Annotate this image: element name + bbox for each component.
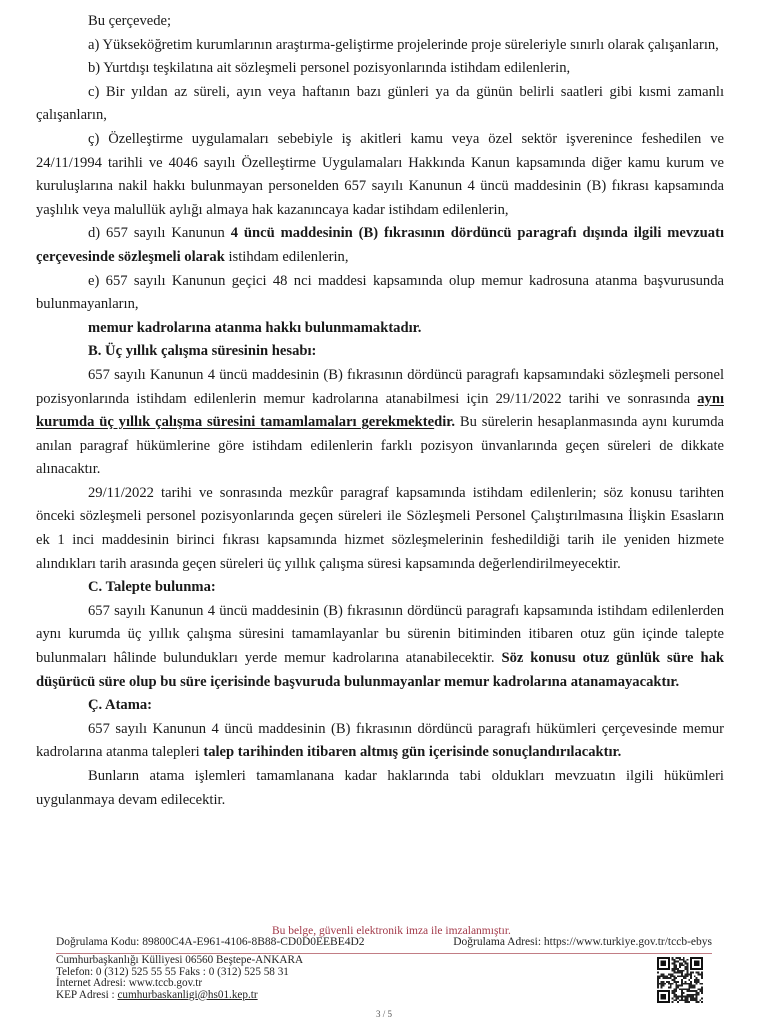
text-run: b) Yurtdışı teşkilatına ait sözleşmeli personel pozisyonlarında istihdam edilenlerin, <box>88 60 571 77</box>
text-run: a) Yükseköğretim kurumlarının araştırma-geliştirme projelerinde proje süreleriyle sınırlı olarak çalışanların, <box>88 36 719 53</box>
text-run: 657 sayılı Kanunun 4 üncü maddesinin (B) fıkrasının dördüncü paragrafı kapsamında istihdam edilenlerden aynı kurumda üç yıllık çalışma süresini tamamlayanlar bu sürenin bitiminden itibaren otuz gün içinde talepte bulunmaları hâlinde bulundukları yerde memur kadrolarına atanabilecektir. <box>36 602 724 667</box>
paragraph <box>36 128 724 222</box>
section-heading <box>36 576 724 600</box>
text-run: Bu sürelerin hesaplanmasında aynı kurumda anılan paragraf hükümlerine göre istihdam edilenlerin farklı pozisyon ünvanlarında geçen süreleri de dikkate alınacaktır. <box>36 414 725 478</box>
emphasized-text: B. Üç yıllık çalışma süresinin hesabı: <box>88 343 317 360</box>
text-run: e) 657 sayılı Kanunun geçici 48 nci maddesi kapsamında olup memur kadrosuna atanma başvurusunda bulunmayanların, <box>36 272 724 313</box>
paragraph <box>36 765 724 812</box>
verification-code: Doğrulama Kodu: 89800C4A-E961-4106-8B88-CD0D0EEBE4D2 <box>56 936 365 948</box>
emphasized-text: 4 üncü maddesinin (B) fıkrasının dördüncü paragrafı dışında ilgili mevzuatı çerçevesinde sözleşmeli olarak <box>36 225 724 265</box>
phone-fax: Telefon: 0 (312) 525 55 55 Faks : 0 (312) 525 58 31 <box>56 965 289 978</box>
text-run: 657 sayılı Kanunun 4 üncü maddesinin (B) fıkrasının dördüncü paragrafı hükümleri çerçevesinde memur kadrolarına atanma talepleri <box>36 720 724 761</box>
postal-address: Cumhurbaşkanlığı Külliyesi 06560 Beştepe-ANKARA <box>56 954 304 966</box>
emphasized-text: dir. <box>434 414 456 431</box>
paragraph <box>36 222 724 269</box>
verification-row <box>56 936 712 954</box>
internet-address: İnternet Adresi: www.tccb.gov.tr <box>56 977 203 989</box>
text-run: Bunların atama işlemleri tamamlanana kadar haklarında tabi oldukları mevzuatın ilgili hükümleri uygulanmaya devam edilecektir. <box>36 768 724 808</box>
paragraph <box>36 57 724 81</box>
e-signature-note: Bu belge, güvenli elektronik imza ile imzalanmıştır. <box>272 925 511 937</box>
paragraph <box>36 364 724 482</box>
page-number: 3 / 5 <box>375 1009 392 1019</box>
paragraph <box>36 10 724 34</box>
paragraph <box>36 718 724 765</box>
emphasized-text: Söz konusu otuz günlük süre hak düşürücü süre olup bu süre içerisinde başvuruda bulunmayanlar memur kadrolarına atanamayacaktır. <box>36 650 724 690</box>
text-run: istihdam edilenlerin, <box>224 248 349 265</box>
kep-address-link[interactable]: cumhurbaskanligi@hs01.kep.tr <box>117 988 258 1001</box>
emphasized-text: memur kadrolarına atanma hakkı bulunmamaktadır. <box>88 319 422 336</box>
emphasized-text: aynı kurumda üç yıllık çalışma süresini tamamlamaları gerekmekte <box>36 390 724 431</box>
text-run: 29/11/2022 tarihi ve sonrasında mezkûr paragraf kapsamında istihdam edilenlerin; söz konusu tarihten önceki sözleşmeli personel pozisyonlarında geçen süreleri ile Sözleşmeli Personel Çalıştırılmasına İlişkin Esasların ek 1 inci maddesinin birinci fıkrası kapsamında hizmet sözleşmelerinin feshedildiği tarih ile yeniden hizmete alındıkları tarih arasında geçen süreleri üç yıllık çalışma süresi kapsamında değerlendirilmeyecektir. <box>36 484 724 572</box>
paragraph <box>36 600 724 694</box>
kep-label: KEP Adresi : <box>56 988 118 1001</box>
emphasized-text: Ç. Atama: <box>88 697 153 714</box>
section-heading <box>36 317 724 341</box>
paragraph <box>36 270 724 317</box>
emphasized-text: C. Talepte bulunma: <box>88 579 216 596</box>
kep-address-line <box>56 990 303 1002</box>
section-heading <box>36 694 724 718</box>
paragraph <box>36 81 724 128</box>
qr-code-icon <box>657 957 703 1003</box>
text-run: d) 657 sayılı Kanunun <box>88 225 231 242</box>
text-run: c) Bir yıldan az süreli, ayın veya haftanın bazı günleri ya da günün belirli saatleri gibi kısmi zamanlı çalışanların, <box>36 83 724 124</box>
text-run: Bu çerçevede; <box>88 13 172 29</box>
text-run: 657 sayılı Kanunun 4 üncü maddesinin (B) fıkrasının dördüncü paragrafı kapsamındaki sözleşmeli personel pozisyonlarında istihdam edilenlerin memur kadrolarına atanabilmesi için 29/11/2022 tarihi ve sonrasında <box>36 366 724 407</box>
verification-address: Doğrulama Adresi: https://www.turkiye.gov.tr/tccb-ebys <box>453 936 712 948</box>
document-body <box>36 10 724 812</box>
contact-info <box>56 955 303 1001</box>
emphasized-text: talep tarihinden itibaren altmış gün içerisinde sonuçlandırılacaktır. <box>203 744 622 761</box>
text-run: ç) Özelleştirme uygulamaları sebebiyle iş akitleri kamu veya özel sektör işverenince feshedilen ve 24/11/1994 tarihli ve 4046 sayılı Özelleştirme Uygulamaları Hakkında Kanun kapsamında diğer kamu kurum ve kuruluşlarına nakil hakkı bulunmayan personelden 657 sayılı Kanunun 4 üncü maddesinin (B) fıkrası kapsamında yaşlılık veya malullük aylığı almaya hak kazanıncaya kadar istihdam edilenlerin, <box>36 130 724 218</box>
paragraph <box>36 482 724 576</box>
section-heading <box>36 340 724 364</box>
paragraph <box>36 34 724 58</box>
